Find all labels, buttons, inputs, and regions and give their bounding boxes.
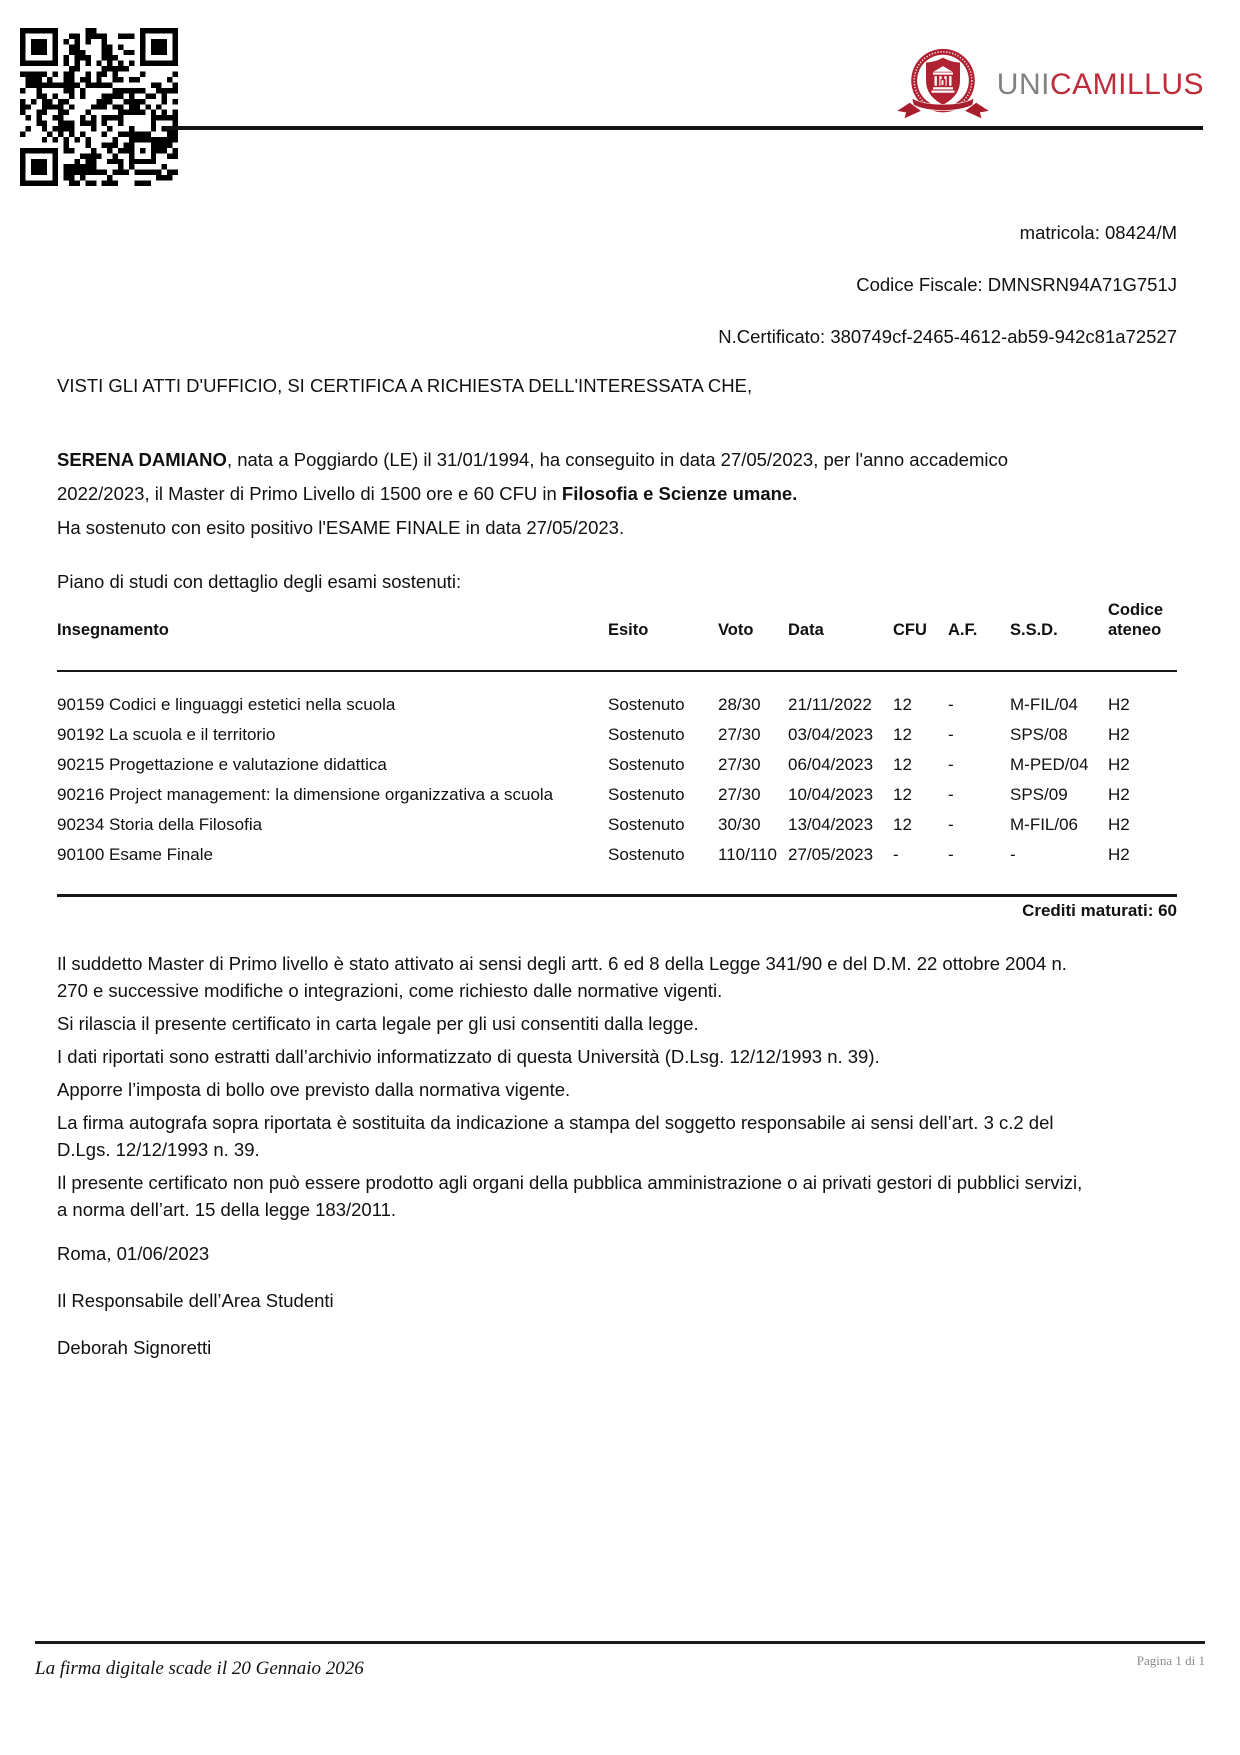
- table-cell: M-FIL/04: [1010, 695, 1079, 714]
- table-header-cell: Data: [788, 621, 824, 639]
- table-cell: 10/04/2023: [788, 785, 874, 804]
- header-rule: [165, 126, 1203, 130]
- legal-paragraph: Apporre l’imposta di bollo ove previsto dalla normativa vigente.: [57, 1079, 571, 1100]
- legal-paragraph: Il presente certificato non può essere prodotto agli organi della pubblica amministrazione o ai privati gestori di pubblici servizi, a norma dell’art. 15 della legge 183/2011.: [57, 1172, 1083, 1220]
- table-cell: 90234 Storia della Filosofia: [57, 815, 263, 834]
- legal-paragraph: Il suddetto Master di Primo livello è stato attivato ai sensi degli artt. 6 ed 8 della Legge 341/90 e del D.M. 22 ottobre 2004 n. 270 e successive modifiche o integrazioni, come richiesto dalle normative vigenti.: [57, 953, 1067, 1001]
- table-cell: 12: [893, 695, 912, 714]
- university-crest-icon: [895, 44, 991, 126]
- table-cell: -: [948, 725, 954, 744]
- table-row: [57, 750, 1177, 780]
- table-cell: -: [893, 845, 899, 864]
- table-cell: -: [948, 755, 954, 774]
- intro-line: VISTI GLI ATTI D'UFFICIO, SI CERTIFICA A RICHIESTA DELL'INTERESSATA CHE,: [57, 375, 753, 396]
- table-cell: 12: [893, 725, 912, 744]
- table-row: [57, 720, 1177, 750]
- program-name: Filosofia e Scienze umane.: [561, 482, 798, 504]
- table-cell: SPS/09: [1010, 785, 1068, 804]
- student-paragraph: [57, 443, 1017, 511]
- table-cell: M-PED/04: [1010, 755, 1089, 774]
- table-cell: Sostenuto: [608, 815, 685, 834]
- table-row: [57, 810, 1177, 840]
- table-cell: 27/30: [718, 725, 761, 744]
- table-header-cell: Codice ateneo: [1108, 601, 1164, 639]
- table-cell: 90215 Progettazione e valutazione didattica: [57, 755, 387, 774]
- table-cell: 90192 La scuola e il territorio: [57, 725, 276, 744]
- logo-text-camillus: CAMILLUS: [1049, 68, 1204, 101]
- table-cell: Sostenuto: [608, 785, 685, 804]
- matricola-line: matricola: 08424/M: [1019, 222, 1177, 243]
- table-cell: 110/110: [718, 845, 777, 864]
- table-header-cell: Voto: [718, 621, 754, 639]
- exam-table-header: [57, 600, 1177, 642]
- footer-rule: [35, 1641, 1205, 1644]
- table-cell: 21/11/2022: [788, 695, 872, 714]
- table-cell: 12: [893, 785, 912, 804]
- table-cell: 30/30: [718, 815, 761, 834]
- table-row: [57, 690, 1177, 720]
- table-header-cell: S.S.D.: [1010, 621, 1058, 639]
- table-cell: -: [948, 695, 954, 714]
- table-cell: H2: [1108, 725, 1130, 744]
- table-cell: 90100 Esame Finale: [57, 845, 213, 864]
- legal-notes: [57, 950, 1087, 1229]
- table-top-rule: [57, 670, 1177, 672]
- table-cell: 28/30: [718, 695, 761, 714]
- table-bottom-rule: [57, 894, 1177, 897]
- table-cell: 06/04/2023: [788, 755, 874, 774]
- university-logo: [895, 44, 1204, 126]
- table-row: [57, 840, 1177, 870]
- piano-studi-line: Piano di studi con dettaglio degli esami sostenuti:: [57, 571, 462, 592]
- table-cell: 03/04/2023: [788, 725, 874, 744]
- table-cell: H2: [1108, 695, 1130, 714]
- table-cell: 90216 Project management: la dimensione organizzativa a scuola: [57, 785, 554, 804]
- numero-certificato-line: N.Certificato: 380749cf-2465-4612-ab59-942c81a72527: [718, 326, 1177, 347]
- legal-paragraph: Si rilascia il presente certificato in carta legale per gli usi consentiti dalla legge.: [57, 1013, 699, 1034]
- table-header-cell: A.F.: [948, 621, 978, 639]
- page-number: Pagina 1 di 1: [1136, 1653, 1205, 1668]
- table-cell: H2: [1108, 755, 1130, 774]
- student-name: SERENA DAMIANO: [57, 448, 227, 470]
- exam-table-rows: [57, 690, 1177, 870]
- table-header-cell: CFU: [893, 621, 927, 639]
- table-cell: Sostenuto: [608, 755, 685, 774]
- signer-name-line: Deborah Signoretti: [57, 1337, 212, 1358]
- table-cell: Sostenuto: [608, 725, 685, 744]
- table-cell: 90159 Codici e linguaggi estetici nella scuola: [57, 695, 396, 714]
- table-cell: -: [948, 785, 954, 804]
- codice-fiscale-line: Codice Fiscale: DMNSRN94A71G751J: [856, 274, 1177, 295]
- table-cell: 12: [893, 815, 912, 834]
- table-header-cell: Insegnamento: [57, 621, 169, 639]
- legal-paragraph: I dati riportati sono estratti dall’archivio informatizzato di questa Università (D.Lsg. 12/12/1993 n. 39).: [57, 1046, 880, 1067]
- esame-finale-line: Ha sostenuto con esito positivo l'ESAME FINALE in data 27/05/2023.: [57, 517, 625, 538]
- table-cell: H2: [1108, 845, 1130, 864]
- table-cell: SPS/08: [1010, 725, 1068, 744]
- table-cell: 27/30: [718, 785, 761, 804]
- place-date-line: Roma, 01/06/2023: [57, 1243, 210, 1264]
- table-cell: Sostenuto: [608, 845, 685, 864]
- legal-paragraph: La firma autografa sopra riportata è sostituita da indicazione a stampa del soggetto responsabile ai sensi dell’art. 3 c.2 del D.Lgs. 12/12/1993 n. 39.: [57, 1112, 1054, 1160]
- table-cell: Sostenuto: [608, 695, 685, 714]
- crediti-maturati: Crediti maturati: 60: [1022, 901, 1177, 920]
- table-cell: 12: [893, 755, 912, 774]
- table-row: [57, 780, 1177, 810]
- digital-signature-expiry: La firma digitale scade il 20 Gennaio 2026: [35, 1658, 364, 1679]
- table-cell: 27/05/2023: [788, 845, 874, 864]
- table-header-cell: Esito: [608, 621, 649, 639]
- logo-wordmark: [997, 70, 1204, 100]
- qr-code-image: [20, 28, 178, 186]
- qr-code: [20, 28, 178, 186]
- table-cell: H2: [1108, 785, 1130, 804]
- table-cell: H2: [1108, 815, 1130, 834]
- responsible-role-line: Il Responsabile dell’Area Studenti: [57, 1290, 334, 1311]
- table-cell: -: [948, 815, 954, 834]
- table-cell: 13/04/2023: [788, 815, 874, 834]
- table-cell: -: [948, 845, 954, 864]
- table-cell: M-FIL/06: [1010, 815, 1079, 834]
- certificate-meta: [718, 207, 1177, 363]
- student-details: , nata a Poggiardo (LE) il 31/01/1994, ha conseguito in data 27/05/2023, per l'anno accademico 2022/2023, il Master di Primo Livello di 1500 ore e 60 CFU in: [57, 448, 1009, 504]
- table-cell: -: [1010, 845, 1016, 864]
- table-cell: 27/30: [718, 755, 761, 774]
- logo-text-uni: UNI: [996, 68, 1050, 101]
